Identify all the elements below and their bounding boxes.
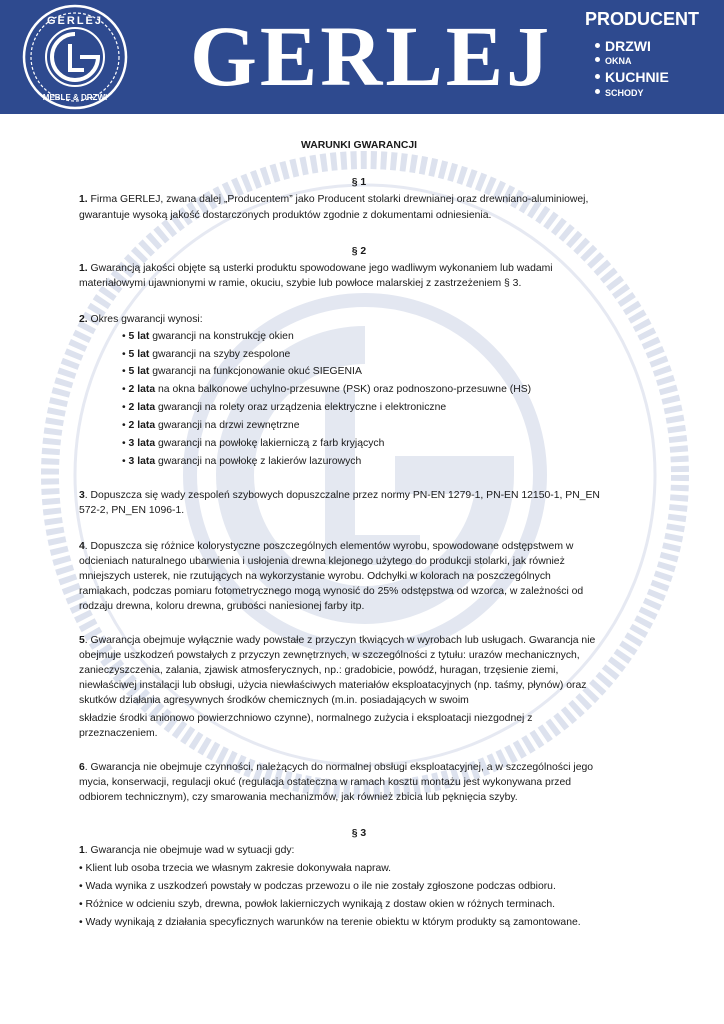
paragraph-line: składzie środki anionowo powierzchniowo czynne), normalnego zużycia i eksploatacji niezgodnej z (79, 713, 533, 724)
gerlej-seal-logo (22, 4, 128, 110)
paragraph-line (79, 633, 595, 649)
period-term: 2 lata (128, 402, 156, 413)
period-term: 5 lat (128, 331, 150, 342)
section-heading: § 2 (351, 246, 367, 257)
paragraph-line: ramiakach, podczas pomiaru fotometrycznego mogą wynosić do 25% odstępstwa od wzorca, w zależności od (79, 586, 584, 597)
section-heading: § 1 (351, 177, 367, 188)
period-item (122, 436, 384, 452)
paragraph-text: . Gwarancja nie obejmuje czynności, należących do normalnej obsługi eksploatacyjnej, a w szczególności jego (84, 762, 594, 773)
period-term: 3 lata (128, 456, 156, 467)
paragraph-line (79, 261, 553, 277)
bullet: • (122, 456, 126, 467)
list-item: • Wady wynikają z działania specyficznych warunków na terenie obiektu w którym produkty są zamontowane. (79, 917, 581, 928)
section-heading: § 3 (351, 828, 367, 839)
producer-item (595, 69, 669, 85)
period-term: 2 lata (128, 384, 156, 395)
period-item (122, 382, 531, 398)
paragraph-line: mniejszych usterek, nie rzutujących na wykorzystanie wyrobu. Odchyłki w kolorach na poszczególnych (79, 571, 551, 582)
paragraph-line (79, 488, 600, 504)
paragraph-text: Firma GERLEJ, zwana dalej „Producentem” jako Producent stolarki drewnianej oraz drewniano-aluminiowej, (87, 194, 589, 205)
paragraph-number: 6 (79, 762, 85, 773)
paragraph-line: odcieniach naturalnego ubarwienia i usłojenia drewna klejonego użytego do produkcji stolarki, jak również (79, 556, 565, 567)
bullet-icon (595, 74, 600, 79)
paragraph-number: 1. (79, 194, 88, 205)
bullet: • (122, 402, 126, 413)
list-item: • Różnice w odcieniu szyb, drewna, powłok lakierniczych wynikają z dostaw okien w różnych terminach. (79, 899, 556, 910)
period-term: 5 lat (128, 366, 150, 377)
bullet: • (122, 349, 126, 360)
bullet-icon (595, 57, 600, 62)
paragraph-number: 2. (79, 314, 88, 325)
paragraph-line: odbiorem technicznym), czy smarowania mechanizmów, jak również zbicia lub pęknięcia szyby. (79, 792, 518, 803)
paragraph-line (79, 539, 573, 555)
paragraph-text: . Dopuszcza się wady zespoleń szybowych dopuszczalne przez normy PN-EN 1279-1, PN-EN 12150-1, PN_EN (84, 490, 600, 501)
document-title: WARUNKI GWARANCJI (300, 140, 418, 151)
seal-bottom-text: MEBLE & DRZWI (42, 93, 108, 102)
page-header (0, 0, 724, 114)
paragraph-line: 572-2, PN_EN 1096-1. (79, 505, 185, 516)
producer-item (595, 38, 651, 54)
period-text: gwarancji na drzwi zewnętrzne (155, 420, 300, 431)
period-item (122, 400, 446, 416)
brand-title: GERLEJ (190, 8, 553, 104)
paragraph-line: mycia, konserwacji, regulacji okuć (regulacja ostateczna w ramach kosztu montażu jest wykonywana przed (79, 777, 572, 788)
bullet: • (122, 384, 126, 395)
paragraph-number: 1. (79, 263, 88, 274)
paragraph-line (79, 192, 588, 208)
period-text: gwarancji na rolety oraz urządzenia elektryczne i elektroniczne (155, 402, 447, 413)
period-text: gwarancji na konstrukcję okien (149, 331, 294, 342)
paragraph-line: zanieczyszczenia, zalania, zjawisk atmosferycznych, np.: gradobicie, powódź, huragan, trzęsienie ziemi, (79, 665, 559, 676)
bullet: • (122, 331, 126, 342)
period-term: 2 lata (128, 420, 156, 431)
paragraph-line: materiałowymi ujawnionymi w ramie, okuciu, szybie lub powłoce malarskiej z zastrzeżeniem § 3. (79, 278, 522, 289)
period-item (122, 418, 300, 434)
paragraph-text: . Gwarancja nie obejmuje wad w sytuacji gdy: (84, 845, 295, 856)
paragraph-line: rodzaju drewna, koloru drewna, grubości naniesionej farby itp. (79, 601, 365, 612)
period-item (122, 364, 362, 380)
producer-item-label: OKNA (605, 56, 632, 66)
producer-item (595, 56, 632, 67)
paragraph-line (79, 760, 593, 776)
period-item (122, 454, 361, 470)
producer-title: PRODUCENT (585, 9, 700, 29)
bullet: • (122, 420, 126, 431)
paragraph-line (79, 312, 203, 328)
period-text: gwarancji na funkcjonowanie okuć SIEGENIA (149, 366, 362, 377)
producer-item (595, 88, 644, 99)
paragraph-number: 1 (79, 845, 85, 856)
list-item: • Klient lub osoba trzecia we własnym zakresie dokonywała napraw. (79, 863, 392, 874)
paragraph-text: . Gwarancja obejmuje wyłącznie wady powstałe z przyczyn tkwiących w wyrobach lub usługach. Gwarancja nie (84, 635, 596, 646)
period-text: na okna balkonowe uchylno-przesuwne (PSK) oraz podnoszono-przesuwne (HS) (155, 384, 532, 395)
period-text: gwarancji na powłokę lakierniczą z farb kryjących (155, 438, 385, 449)
producer-item-label: SCHODY (605, 88, 644, 98)
period-item (122, 347, 290, 363)
list-item: • Wada wynika z uszkodzeń powstały w podczas przewozu o ile nie zostały zgłoszone podczas odbioru. (79, 881, 556, 892)
paragraph-text: . Dopuszcza się różnice kolorystyczne poszczególnych elementów wyrobu, spowodowane odstępstwem w (84, 541, 574, 552)
paragraph-line: przeznaczeniem. (79, 728, 158, 739)
producer-list (585, 8, 720, 108)
paragraph-line: gwarantuje wysoką jakość dostarczonych produktów zgodnie z dokumentami odniesienia. (79, 210, 492, 221)
paragraph-line: niewłaściwej instalacji lub obsługi, użycia niewłaściwych materiałów eksploatacyjnych (np. taśmy, płynów) oraz (79, 680, 587, 691)
period-text: gwarancji na powłokę z lakierów lazurowych (155, 456, 362, 467)
period-item (122, 329, 294, 345)
bullet-icon (595, 89, 600, 94)
paragraph-number: 4 (79, 541, 85, 552)
producer-item-label: DRZWI (605, 38, 651, 54)
seal-top-text: GERLEJ (46, 15, 104, 27)
paragraph-line: skutków działania agresywnych środków chemicznych (m.in. posiadających w swoim (79, 695, 469, 706)
producer-item-label: KUCHNIE (605, 69, 669, 85)
paragraph-number: 3 (79, 490, 85, 501)
paragraph-text: Okres gwarancji wynosi: (87, 314, 203, 325)
bullet: • (122, 438, 126, 449)
paragraph-number: 5 (79, 635, 85, 646)
paragraph-line (79, 843, 294, 859)
paragraph-line: obejmuje uszkodzeń powstałych z przyczyn zewnętrznych, w szczególności z tytułu: urazów mechanicznych, (79, 650, 580, 661)
bullet-icon (595, 43, 600, 48)
bullet: • (122, 366, 126, 377)
period-term: 5 lat (128, 349, 150, 360)
period-term: 3 lata (128, 438, 156, 449)
period-text: gwarancji na szyby zespolone (149, 349, 291, 360)
paragraph-text: Gwarancją jakości objęte są usterki produktu spowodowane jego wadliwym wykonaniem lub wadami (87, 263, 553, 274)
